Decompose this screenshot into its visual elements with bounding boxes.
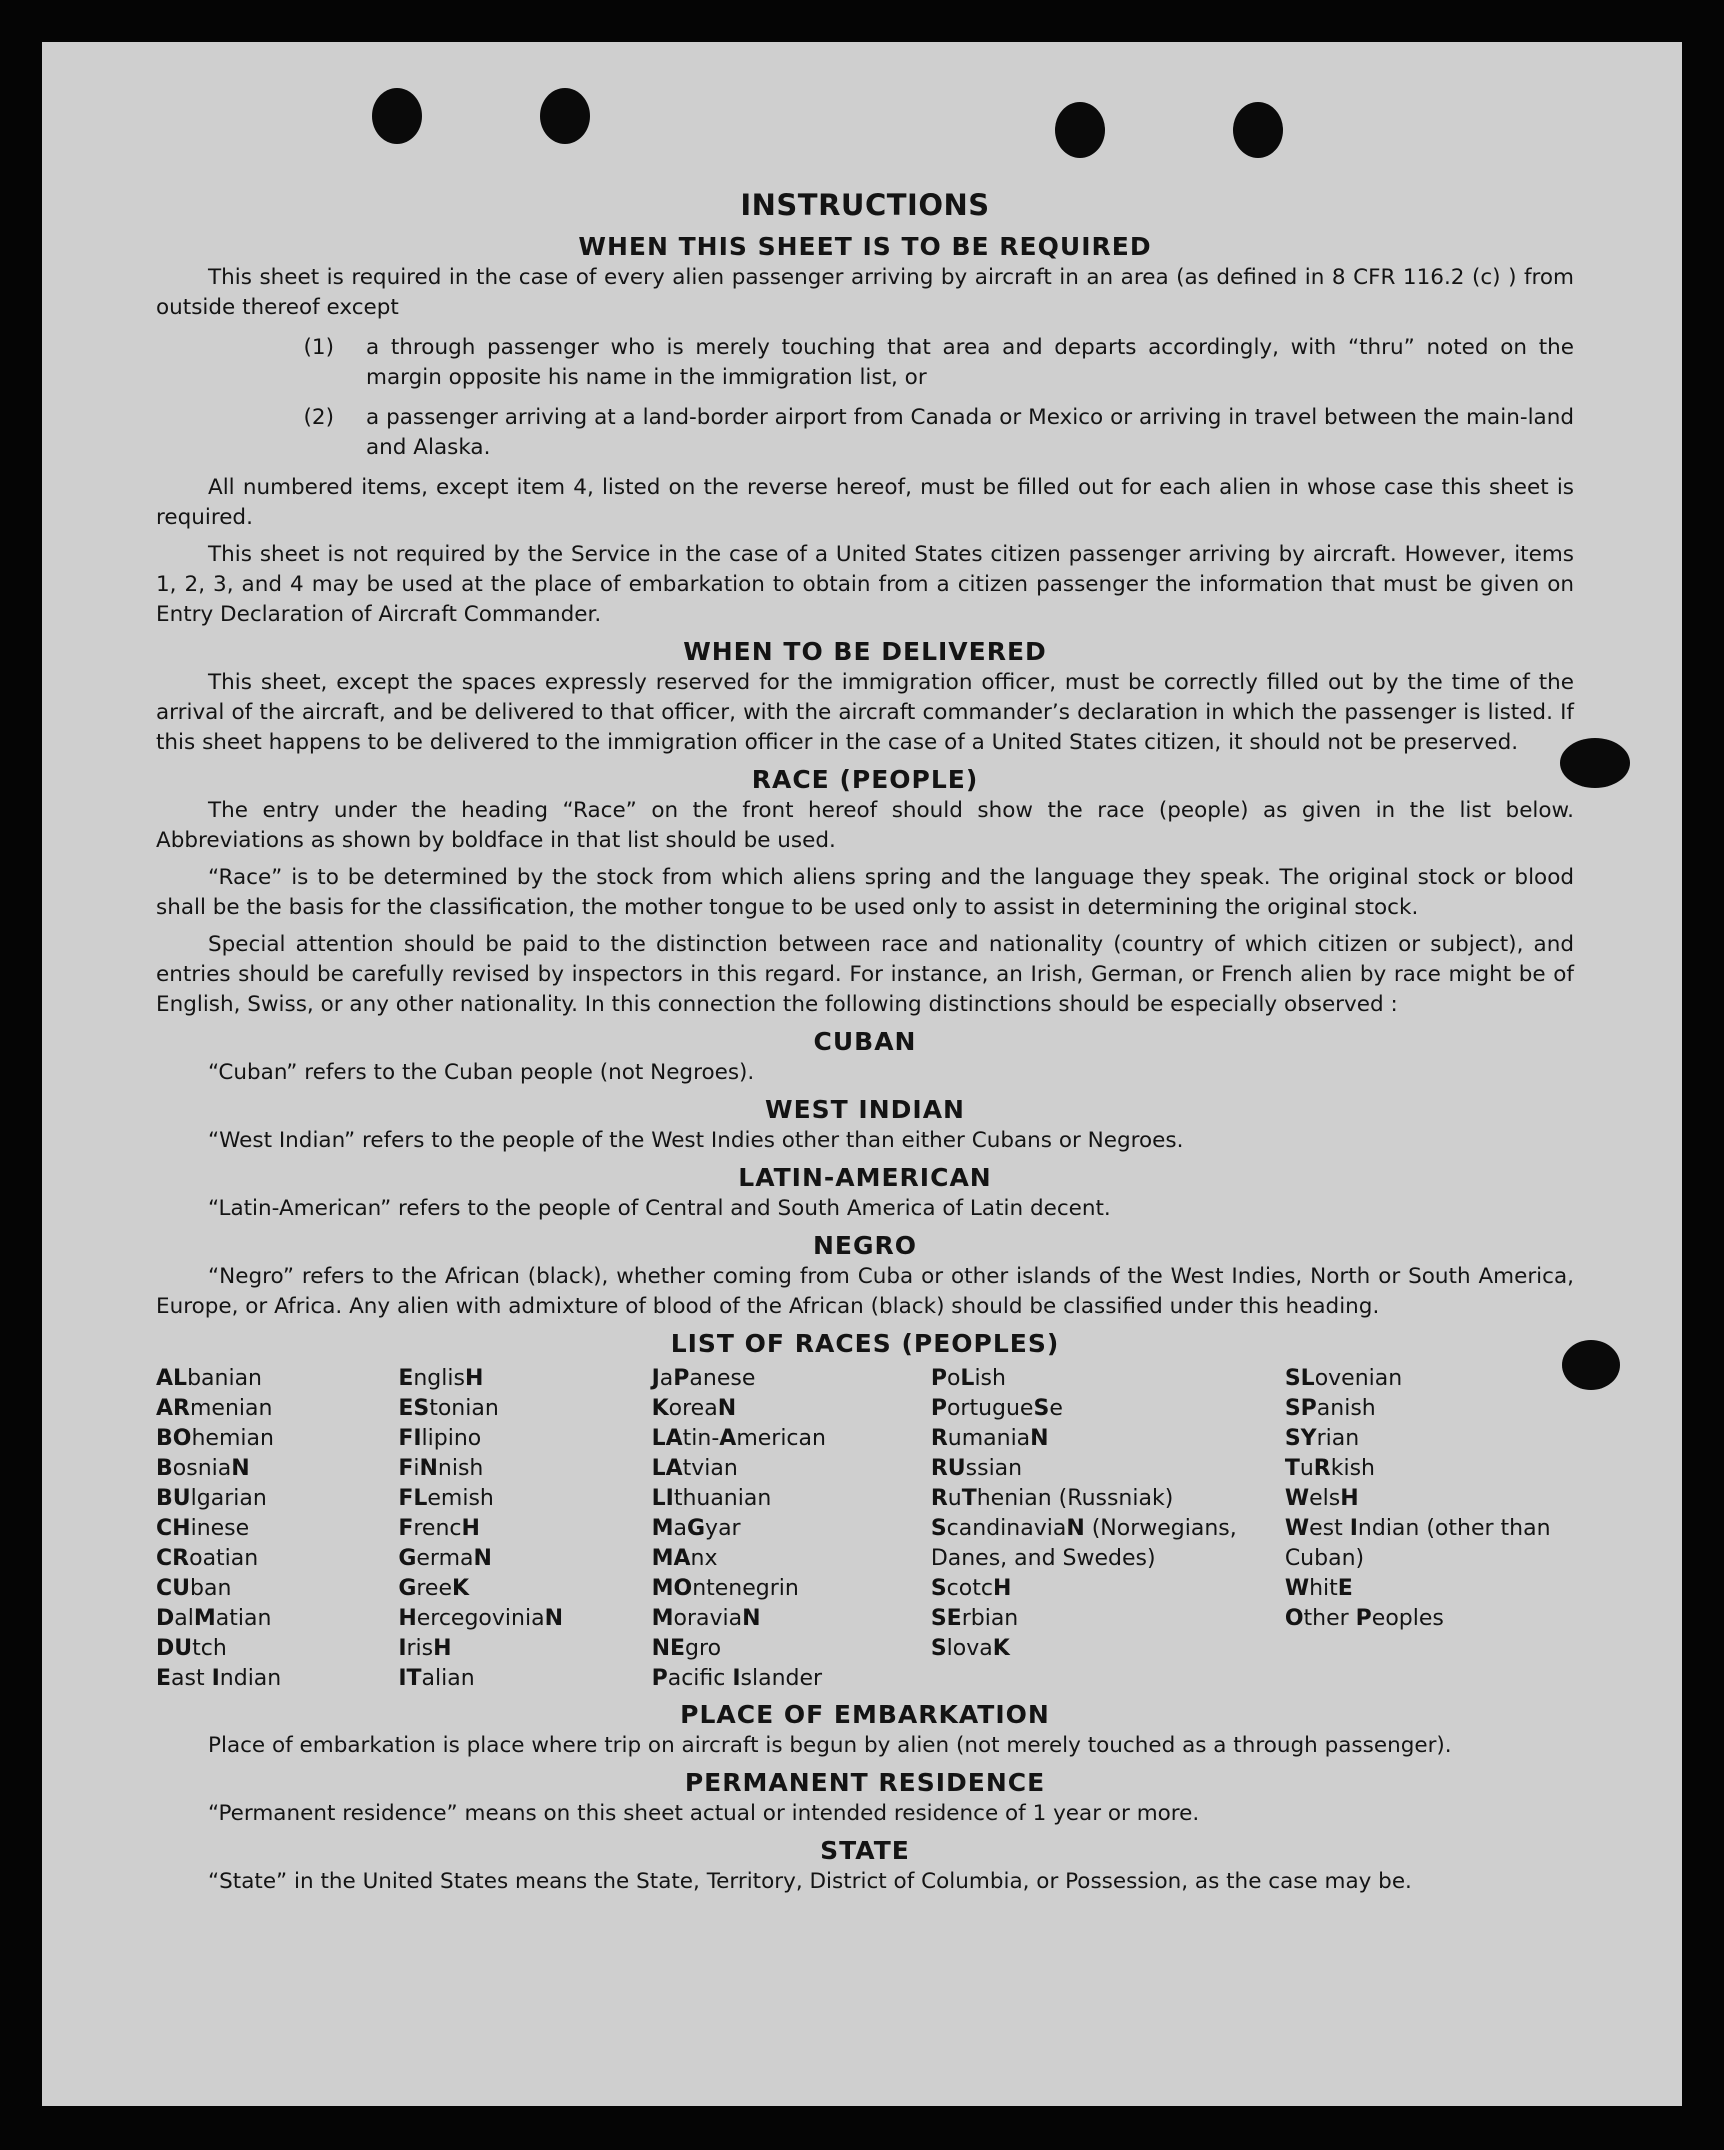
race-entry: SErbian — [930, 1606, 1019, 1631]
race-entry: BOhemian — [156, 1426, 274, 1451]
race-entry: LAtvian — [651, 1456, 738, 1481]
race-entry: MAnx — [651, 1546, 718, 1571]
race-entry: PortugueSe — [930, 1396, 1063, 1421]
race-entry: MoraviaN — [651, 1606, 761, 1631]
race-entry: LAtin-American — [651, 1426, 826, 1451]
exception-item-2 — [156, 403, 1574, 463]
race-entry: RUssian — [930, 1456, 1023, 1481]
race-entry: MaGyar — [651, 1516, 741, 1541]
race-entry: CRoatian — [156, 1546, 259, 1571]
embarkation-text: Place of embarkation is place where trip on aircraft is begun by alien (not merely touched as a through passenger). — [208, 1733, 1452, 1758]
race-entry: SYrian — [1284, 1426, 1360, 1451]
heading-embarkation: PLACE OF EMBARKATION — [680, 1700, 1050, 1729]
heading-race: RACE (PEOPLE) — [751, 765, 979, 794]
race-entry: NEgro — [651, 1636, 722, 1661]
race-entry: LIthuanian — [651, 1486, 772, 1511]
race-entry: ALbanian — [156, 1366, 262, 1391]
race-entry: GreeK — [398, 1576, 470, 1601]
heading-delivered: WHEN TO BE DELIVERED — [683, 637, 1047, 666]
heading-cuban: CUBAN — [813, 1027, 917, 1056]
race-entry: Pacific Islander — [651, 1666, 823, 1691]
race-entry: WhitE — [1284, 1576, 1353, 1601]
race-entry: KoreaN — [651, 1396, 737, 1421]
item-text: a through passenger who is merely touching that area and departs accordingly, with “thru” noted on the margin opposite his name in the immigration list, or — [366, 335, 1574, 390]
race-entry: PoLish — [930, 1366, 1006, 1391]
heading-latin-american: LATIN-AMERICAN — [738, 1163, 992, 1192]
race-entry: ScandinaviaN (Norwegians, Danes, and Swedes) — [930, 1516, 1237, 1571]
race-para-1: The entry under the heading “Race” on the front hereof should show the race (people) as given in the list below. Abbreviations as shown by boldface in that list should be used. — [156, 798, 1574, 853]
page-title: INSTRUCTIONS — [740, 188, 990, 222]
race-entry: West Indian (other than Cuban) — [1284, 1516, 1551, 1571]
race-entry: CHinese — [156, 1516, 250, 1541]
race-entry: MOntenegrin — [651, 1576, 799, 1601]
races-column — [931, 1364, 1285, 1694]
race-entry: BosniaN — [156, 1456, 250, 1481]
race-entry: TuRkish — [1284, 1456, 1375, 1481]
race-entry: SLovenian — [1284, 1366, 1403, 1391]
race-entry: ScotcH — [930, 1576, 1012, 1601]
race-entry: FiNnish — [398, 1456, 484, 1481]
heading-required: WHEN THIS SHEET IS TO BE REQUIRED — [578, 232, 1152, 261]
residence-text: “Permanent residence” means on this sheet actual or intended residence of 1 year or more. — [208, 1801, 1200, 1826]
races-column — [652, 1364, 931, 1694]
punch-hole — [372, 88, 422, 144]
race-entry: CUban — [156, 1576, 232, 1601]
race-entry: EnglisH — [398, 1366, 484, 1391]
race-entry: IrisH — [398, 1636, 452, 1661]
delivered-text: This sheet, except the spaces expressly reserved for the immigration officer, must be correctly filled out by the time of the arrival of the aircraft, and be delivered to that officer, with the aircraft commander’s declaration in which the passenger is listed. If this sheet happens to be delivered to the immigration officer in the case of a United States citizen, it should not be preserved. — [156, 670, 1574, 755]
west-indian-text: “West Indian” refers to the people of the West Indies other than either Cubans or Negroes. — [208, 1128, 1184, 1153]
race-entry: RuThenian (Russniak) — [930, 1486, 1174, 1511]
races-list — [156, 1364, 1574, 1694]
state-text: “State” in the United States means the State, Territory, District of Columbia, or Possession, as the case may be. — [208, 1869, 1412, 1894]
negro-text: “Negro” refers to the African (black), whether coming from Cuba or other islands of the West Indies, North or South America, Europe, or Africa. Any alien with admixture of blood of the African (black) should be classified under this heading. — [156, 1264, 1574, 1319]
race-entry: SlovaK — [930, 1636, 1010, 1661]
race-entry: EStonian — [398, 1396, 499, 1421]
race-entry: GermaN — [398, 1546, 492, 1571]
race-entry: JaPanese — [651, 1366, 756, 1391]
races-column — [398, 1364, 651, 1694]
race-entry: HercegoviniaN — [398, 1606, 563, 1631]
exception-item-1 — [156, 333, 1574, 393]
race-entry: FLemish — [398, 1486, 494, 1511]
race-entry: FIlipino — [398, 1426, 482, 1451]
punch-hole — [1055, 102, 1105, 158]
punch-hole — [1233, 102, 1283, 158]
race-entry: ARmenian — [156, 1396, 273, 1421]
race-entry: DUtch — [156, 1636, 227, 1661]
ink-blot — [1560, 738, 1630, 788]
cuban-text: “Cuban” refers to the Cuban people (not Negroes). — [208, 1060, 755, 1085]
races-column — [156, 1364, 398, 1694]
required-intro: This sheet is required in the case of every alien passenger arriving by aircraft in an area (as defined in 8 CFR 116.2 (c) ) from outside thereof except — [156, 265, 1574, 320]
race-entry: DalMatian — [156, 1606, 272, 1631]
item-text: a passenger arriving at a land-border airport from Canada or Mexico or arriving in travel between the main-land and Alaska. — [366, 405, 1574, 460]
item-number: (1) — [303, 335, 334, 360]
required-para-2: All numbered items, except item 4, listed on the reverse hereof, must be filled out for each alien in whose case this sheet is required. — [156, 475, 1574, 530]
punch-hole — [540, 88, 590, 144]
race-entry: WelsH — [1284, 1486, 1359, 1511]
latin-american-text: “Latin-American” refers to the people of Central and South America of Latin decent. — [208, 1196, 1111, 1221]
ink-blot — [1562, 1340, 1620, 1390]
item-number: (2) — [303, 405, 334, 430]
heading-list-of-races: LIST OF RACES (PEOPLES) — [670, 1329, 1060, 1358]
heading-west-indian: WEST INDIAN — [765, 1095, 965, 1124]
race-entry: ITalian — [398, 1666, 475, 1691]
heading-negro: NEGRO — [812, 1231, 918, 1260]
race-entry: BUlgarian — [156, 1486, 267, 1511]
heading-residence: PERMANENT RESIDENCE — [684, 1768, 1046, 1797]
race-para-2: “Race” is to be determined by the stock from which aliens spring and the language they speak. The original stock or blood shall be the basis for the classification, the mother tongue to be used only to assist in determining the original stock. — [156, 865, 1574, 920]
race-entry: RumaniaN — [930, 1426, 1049, 1451]
heading-state: STATE — [820, 1836, 910, 1865]
race-para-3: Special attention should be paid to the distinction between race and nationality (country of which citizen or subject), and entries should be carefully revised by inspectors in this regard. For instance, an Irish, German, or French alien by race might be of English, Swiss, or any other nationality. In this connection the following distinctions should be especially observed : — [156, 932, 1574, 1017]
race-entry: SPanish — [1284, 1396, 1376, 1421]
race-entry: FrencH — [398, 1516, 480, 1541]
document-sheet — [42, 42, 1682, 2106]
race-entry: East Indian — [156, 1666, 282, 1691]
races-column — [1285, 1364, 1574, 1694]
race-entry: Other Peoples — [1284, 1606, 1444, 1631]
required-para-3: This sheet is not required by the Service in the case of a United States citizen passenger arriving by aircraft. However, items 1, 2, 3, and 4 may be used at the place of embarkation to obtain from a citizen passenger the information that must be given on Entry Declaration of Aircraft Commander. — [156, 542, 1574, 627]
